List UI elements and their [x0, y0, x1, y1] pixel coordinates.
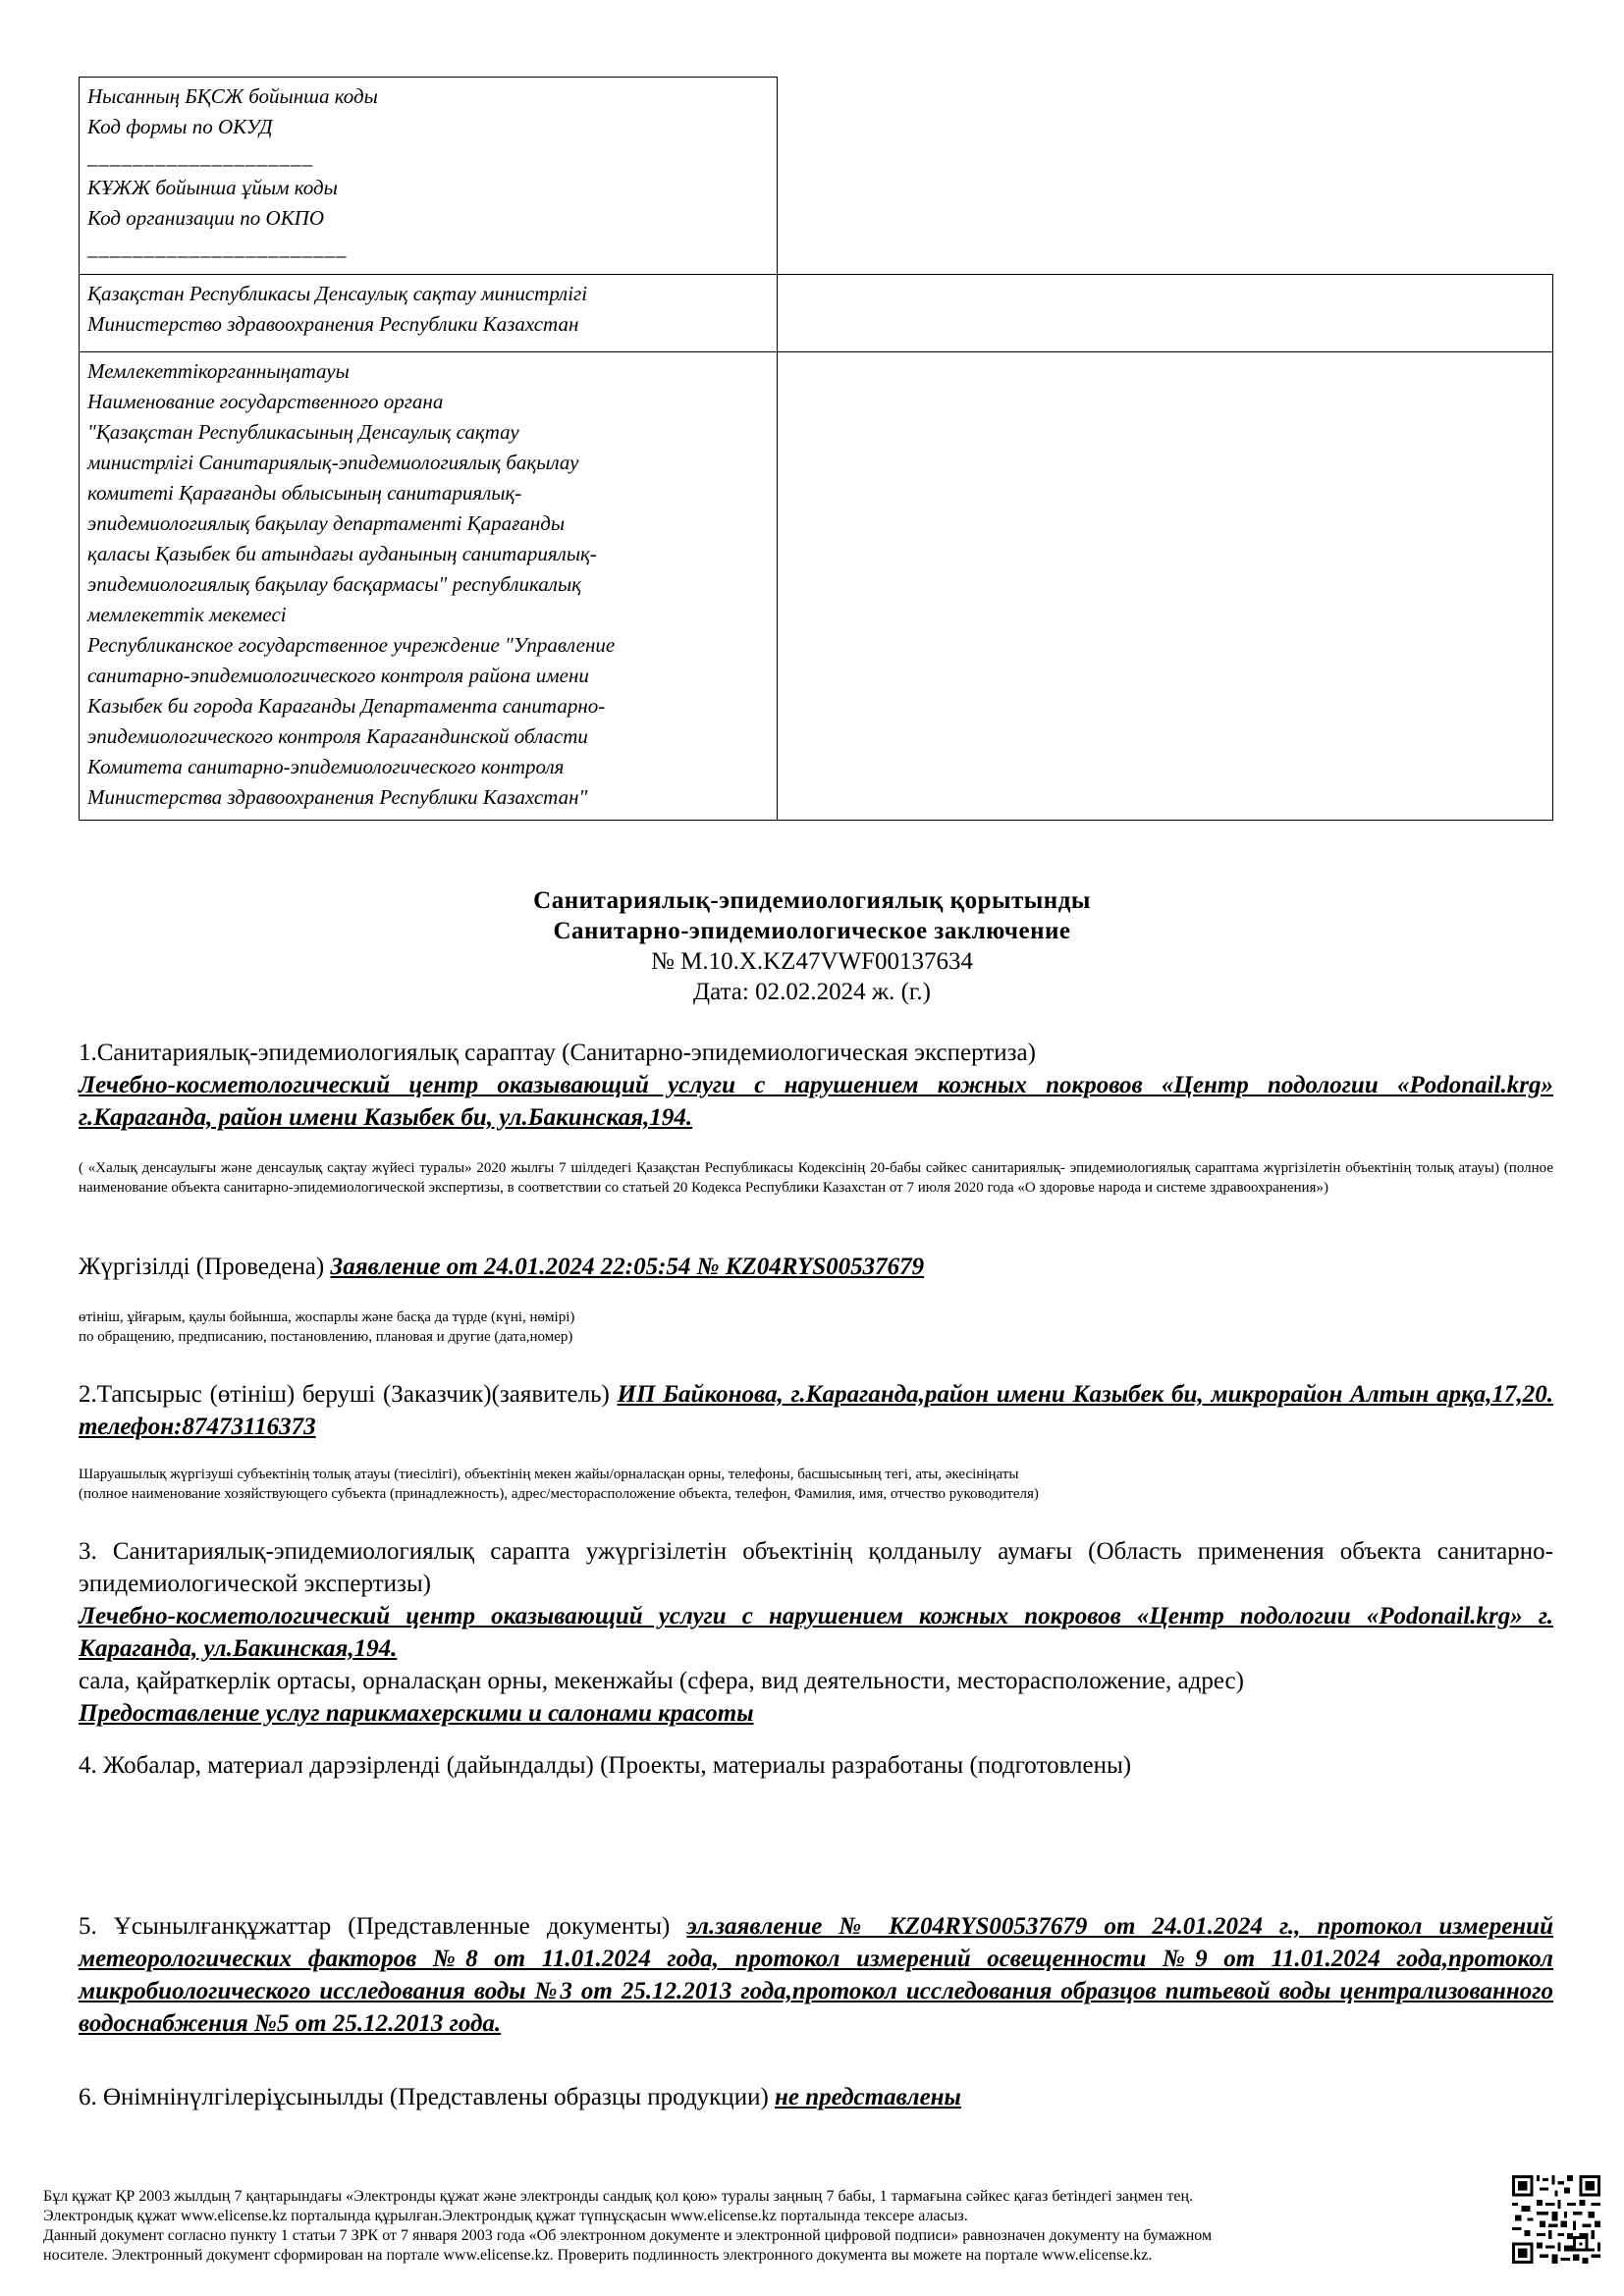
authority-line: санитарно-эпидемиологического контроля района имени — [87, 664, 589, 687]
conducted-note-ru: по обращению, предписанию, постановлению, плановая и другие (дата,номер) — [79, 1329, 573, 1345]
authority-line: Казыбек би города Караганды Департамента санитарно- — [87, 694, 606, 718]
form-code-value-cell — [778, 78, 1553, 275]
ministry-kz: Қазақстан Республикасы Денсаулық сақтау министрлігі — [87, 282, 588, 305]
authority-line: қаласы Қазыбек би атындағы ауданының санитариялық- — [87, 542, 597, 565]
org-code-ru: Код организации по ОКПО — [87, 206, 324, 230]
authority-line: мемлекеттік мекемесі — [87, 603, 287, 626]
section-2 — [79, 1378, 1553, 1443]
footer-line: носителе. Электронный документ сформирован на портале www.elicense.kz. Проверить подлинность электронного документа вы можете на портале www.elicense.kz. — [43, 2247, 1153, 2264]
section-3-sphere-value: Предоставление услуг парикмахерскими и салонами красоты — [79, 1700, 754, 1727]
form-code-kz: Нысанның БҚСЖ бойынша коды — [87, 84, 378, 108]
authority-cell — [80, 352, 778, 821]
conclusion-number: № M.10.X.KZ47VWF00137634 — [650, 948, 973, 975]
section-1 — [79, 1037, 1553, 1134]
section-5-label: 5. Ұсынылғанқұжаттар (Представленные документы) — [79, 1913, 687, 1940]
conducted-value: Заявление от 24.01.2024 22:05:54 № KZ04RYS00537679 — [330, 1254, 925, 1280]
section-1-object-name: Лечебно-косметологический центр оказывающий услуги с нарушением кожных покровов «Центр подологии «Podonail.krg» г.Караганда, район имени Казыбек би, ул.Бакинская,194. — [79, 1072, 1553, 1131]
ministry-value-cell — [778, 275, 1553, 352]
section-1-note: ( «Халық денсаулығы және денсаулық сақтау жүйесі туралы» 2020 жылғы 7 шілдедегі Қазақстан Республикасы Кодексінің 20-бабы сәйкес санитариялық- эпидемиологиялық сараптама жүргізілетін объектінің толық атауы) (полное наименование объекта санитарно-эпидемиологической экспертизы, в соответствии со статьей 20 Кодекса Республики Казахстан от 7 июля 2020 года «О здоровье народа и системе здравоохранения») — [79, 1160, 1553, 1196]
title-kz: Санитариялық-эпидемиологиялық қорытынды — [533, 887, 1091, 914]
section-1-heading: 1.Санитариялық-эпидемиологиялық сараптау (Санитарно-эпидемиологическая экспертиза) — [79, 1040, 1036, 1066]
form-code-cell — [80, 78, 778, 275]
title-ru: Санитарно-эпидемиологическое заключение — [553, 918, 1071, 944]
authority-line: "Қазақстан Республикасының Денсаулық сақтау — [87, 420, 519, 444]
qr-code-icon — [1512, 2175, 1600, 2264]
section-3-sphere-label: сала, қайраткерлік ортасы, орналасқан орны, мекенжайы (сфера, вид деятельности, месторасположение, адрес) — [79, 1668, 1244, 1694]
section-4 — [79, 1749, 1553, 1782]
authority-line: эпидемиологиялық бақылау басқармасы" республикалық — [87, 572, 582, 596]
section-5 — [79, 1910, 1553, 2040]
org-code-line: _______________________ — [87, 237, 348, 260]
header-table — [79, 77, 1553, 821]
org-code-kz: КҰЖЖ бойынша ұйым коды — [87, 176, 338, 199]
conclusion-date: Дата: 02.02.2024 ж. (г.) — [693, 979, 931, 1005]
footer-line: Бұл құжат ҚР 2003 жылдың 7 қаңтарындағы «Электронды құжат және электронды сандық қол қою» туралы заңның 7 бабы, 1 тармағына сәйкес қағаз бетіндегі заңмен тең. — [43, 2188, 1194, 2205]
section-6-label: 6. Өнімнінүлгілеріұсынылды (Представлены образцы продукции) — [79, 2084, 776, 2110]
title-block — [0, 885, 1624, 1007]
authority-line: Наименование государственного органа — [87, 390, 444, 413]
conducted-note — [79, 1308, 1553, 1347]
section-4-heading: 4. Жобалар, материал дарэзірленді (дайындалды) (Проекты, материалы разработаны (подготовлены) — [79, 1752, 1132, 1779]
section-2-note — [79, 1465, 1553, 1504]
footer-legal-note — [43, 2187, 1496, 2266]
ministry-cell — [80, 275, 778, 352]
section-6-value: не представлены — [775, 2084, 961, 2110]
conducted-line — [79, 1251, 1553, 1283]
authority-line: министрлігі Санитариялық-эпидемиологиялық бақылау — [87, 451, 579, 474]
section-3-object: Лечебно-косметологический центр оказывающий услуги с нарушением кожных покровов «Центр подологии «Podonail.krg» г. Караганда, ул.Бакинская,194. — [79, 1603, 1553, 1662]
section-2-label: 2.Тапсырыс (өтініш) беруші (Заказчик)(заявитель) — [79, 1381, 618, 1408]
section-2-note-kz: Шаруашылық жүргізуші субъектінің толық атауы (тиесілігі), объектінің мекен жайы/орналасқан орны, телефоны, басшысының тегі, аты, әкесініңаты — [79, 1467, 1019, 1482]
section-3 — [79, 1535, 1553, 1730]
footer-line: Электрондық құжат www.elicense.kz порталында құрылған.Электрондық құжат түпнұсқасын www.elicense.kz порталында тексере аласыз. — [43, 2208, 968, 2224]
ministry-ru: Министерство здравоохранения Республики Казахстан — [87, 312, 579, 336]
section-2-note-ru: (полное наименование хозяйствующего субъекта (принадлежность), адрес/месторасположение объекта, телефон, Фамилия, имя, отчество руководителя) — [79, 1486, 1039, 1502]
conducted-label: Жүргізілді (Проведена) — [79, 1254, 331, 1280]
authority-line: Комитета санитарно-эпидемиологического контроля — [87, 755, 565, 778]
authority-line: Министерства здравоохранения Республики Казахстан" — [87, 785, 588, 809]
section-2-customer: ИП Байконова, г.Караганда,район имени Казыбек би, микрорайон Алтын арқа,17,20. телефон:87473116373 — [79, 1381, 1553, 1440]
form-code-line: ____________________ — [87, 145, 313, 169]
section-3-heading: 3. Санитариялық-эпидемиологиялық сарапта ужүргізілетін объектінің қолданылу аумағы (Область применения объекта санитарно-эпидемиологической экспертизы) — [79, 1538, 1553, 1597]
conducted-note-kz: өтініш, ұйғарым, қаулы бойынша, жоспарлы және басқа да түрде (күні, нөмірі) — [79, 1309, 575, 1325]
authority-line: Мемлекеттікорганныңатауы — [87, 359, 350, 383]
footer-line: Данный документ согласно пункту 1 статьи 7 ЗРК от 7 января 2003 года «Об электронном документе и электронной цифровой подписи» равнозначен документу на бумажном — [43, 2227, 1213, 2244]
authority-line: эпидемиологического контроля Карагандинской области — [87, 724, 588, 748]
form-code-ru: Код формы по ОКУД — [87, 115, 273, 138]
authority-value-cell — [778, 352, 1553, 821]
authority-line: Республиканское государственное учреждение "Управление — [87, 633, 616, 657]
section-6 — [79, 2081, 1553, 2113]
section-5-documents: эл.заявление № KZ04RYS00537679 от 24.01.2024 г., протокол измерений метеорологических факторов №8 от 11.01.2024 года, протокол измерений освещенности №9 от 11.01.2024 года,протокол микробиологического исследования воды №3 от 25.12.2013 года,протокол исследования образцов питьевой воды централизованного водоснабжения №5 от 25.12.2013 года. — [79, 1913, 1553, 2037]
authority-line: комитеті Қарағанды облысының санитариялық- — [87, 481, 522, 505]
authority-line: эпидемиологиялық бақылау департаменті Қарағанды — [87, 511, 566, 535]
